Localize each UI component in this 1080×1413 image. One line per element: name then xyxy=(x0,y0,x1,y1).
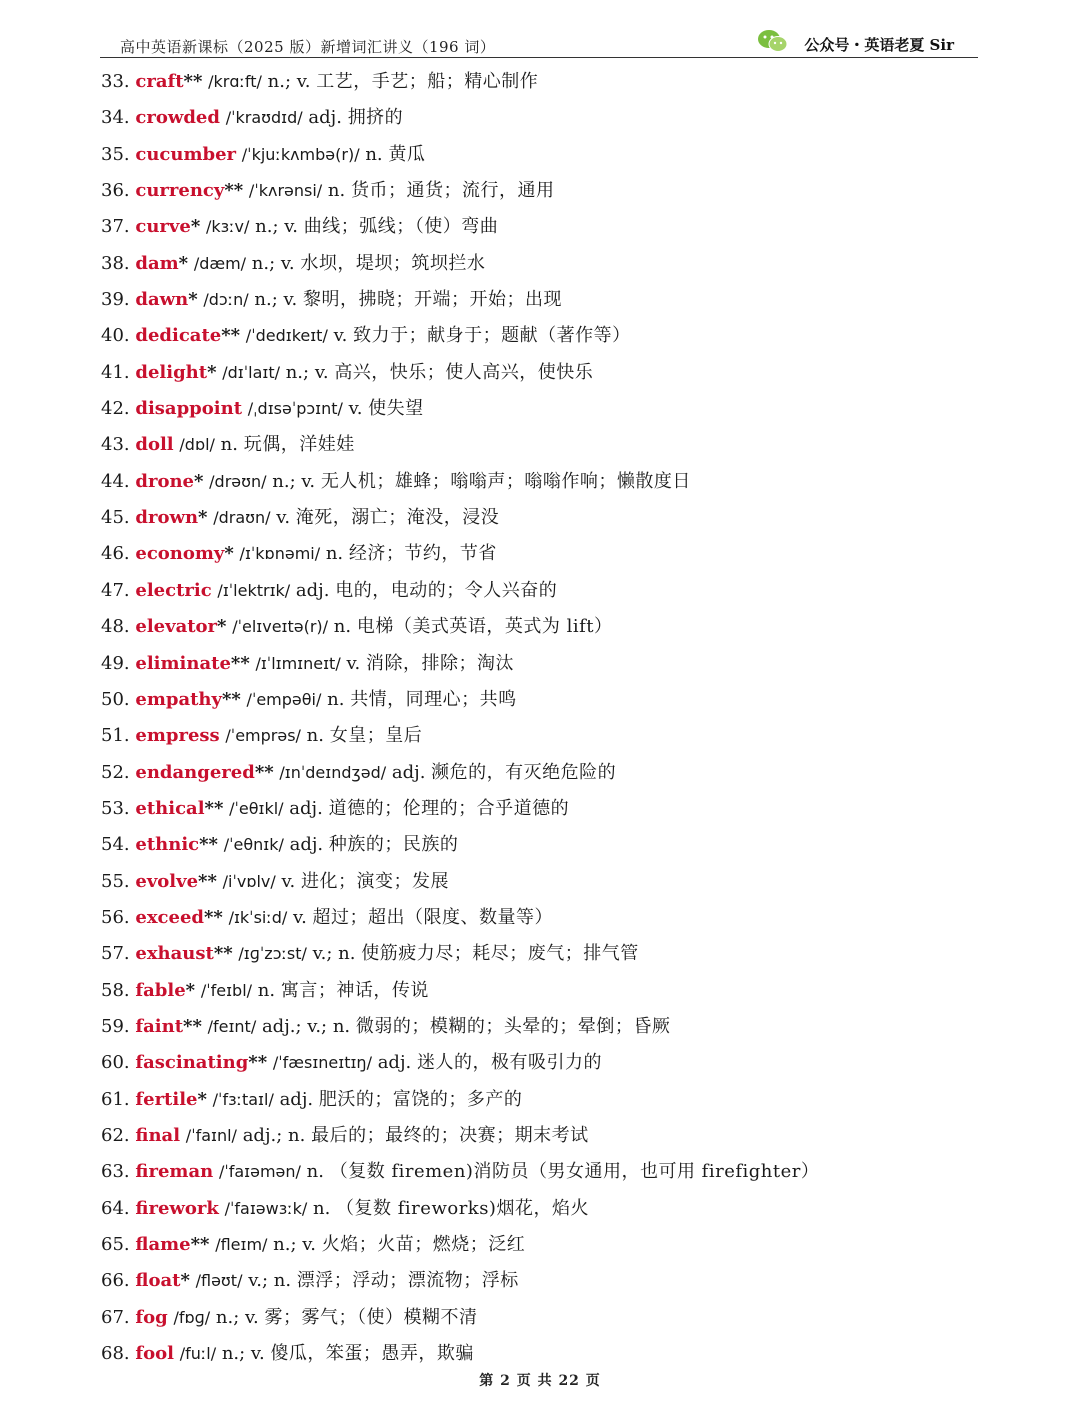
frequency-stars: * xyxy=(188,289,198,311)
entry-number: 68. xyxy=(101,1343,130,1365)
headword: fascinating xyxy=(135,1052,249,1074)
definition: 黄瓜 xyxy=(388,143,426,165)
entry-number: 59. xyxy=(101,1015,130,1037)
part-of-speech: n. xyxy=(306,1161,324,1183)
part-of-speech: n.; v. xyxy=(285,361,329,383)
definition: 火焰；火苗；燃烧；泛红 xyxy=(321,1234,526,1255)
phonetic: /ˌdɪsəˈpɔɪnt/ xyxy=(247,399,343,419)
wechat-icon xyxy=(756,28,790,54)
phonetic: /krɑːft/ xyxy=(208,72,262,91)
frequency-stars: ** xyxy=(204,906,223,928)
vocab-entry xyxy=(101,1336,981,1372)
phonetic: /dæm/ xyxy=(193,253,247,273)
phonetic: /fleɪm/ xyxy=(215,1235,268,1254)
part-of-speech: v. xyxy=(281,870,296,892)
headword: cucumber xyxy=(135,143,237,165)
entry-number: 48. xyxy=(101,616,130,638)
phonetic: /draʊn/ xyxy=(213,508,271,528)
phonetic: /ˈkjuːkʌmbə(r)/ xyxy=(241,144,360,164)
vocab-entry xyxy=(101,609,981,645)
definition: （复数 fireworks)烟花，焰火 xyxy=(336,1197,589,1219)
headword: drone xyxy=(135,470,194,492)
vocab-entry xyxy=(101,536,981,572)
headword: exceed xyxy=(135,906,205,928)
definition: 致力于；献身于；题献（著作等） xyxy=(353,325,631,347)
entry-number: 63. xyxy=(101,1161,130,1183)
part-of-speech: n.; v. xyxy=(215,1306,259,1328)
frequency-stars: ** xyxy=(198,870,217,892)
entry-number: 60. xyxy=(101,1052,130,1074)
definition: 无人机；雄蜂；嗡嗡声；嗡嗡作响；懒散度日 xyxy=(320,470,691,492)
phonetic: /dɪˈlaɪt/ xyxy=(222,362,280,382)
frequency-stars: ** xyxy=(213,943,233,965)
vocab-entry xyxy=(101,973,981,1009)
part-of-speech: n. xyxy=(325,543,344,565)
vocab-entry xyxy=(101,209,981,245)
entry-number: 51. xyxy=(101,725,130,747)
phonetic: /feɪnt/ xyxy=(207,1016,257,1036)
frequency-stars: ** xyxy=(204,797,224,819)
frequency-stars: ** xyxy=(190,1234,210,1255)
part-of-speech: v.; n. xyxy=(248,1270,292,1292)
frequency-stars: ** xyxy=(183,71,203,92)
headword: eliminate xyxy=(135,652,231,674)
entry-number: 33. xyxy=(101,71,130,92)
frequency-stars: ** xyxy=(230,652,250,674)
vocab-entry xyxy=(101,1191,981,1227)
headword: final xyxy=(135,1124,181,1146)
entry-number: 37. xyxy=(101,216,130,238)
definition: 货币；通货；流行，通用 xyxy=(350,180,555,202)
frequency-stars: * xyxy=(194,470,204,492)
headword: empathy xyxy=(135,688,222,710)
phonetic: /dɒl/ xyxy=(179,435,215,455)
definition: 肥沃的；富饶的；多产的 xyxy=(318,1088,523,1110)
definition: 超过；超出（限度、数量等） xyxy=(312,906,554,928)
phonetic: /ɪˈlɪmɪneɪt/ xyxy=(255,653,341,673)
document-title: 高中英语新课标（2025 版）新增词汇讲义（196 词） xyxy=(120,38,496,56)
entry-number: 65. xyxy=(101,1234,130,1255)
definition: 经济；节约，节省 xyxy=(348,543,497,565)
vocab-entry xyxy=(101,282,981,318)
definition: 使筋疲力尽；耗尽；废气；排气管 xyxy=(361,943,639,965)
part-of-speech: v.; n. xyxy=(312,943,356,965)
entry-number: 42. xyxy=(101,398,130,420)
part-of-speech: adj. xyxy=(279,1088,314,1110)
phonetic: /drəʊn/ xyxy=(209,471,267,491)
vocab-entry xyxy=(101,355,981,391)
vocab-entry xyxy=(101,936,981,972)
phonetic: /ɪkˈsiːd/ xyxy=(228,907,288,927)
definition: 电梯（美式英语，英式为 lift） xyxy=(356,616,613,638)
entry-number: 62. xyxy=(101,1124,130,1146)
headword: fool xyxy=(135,1343,174,1365)
definition: 使失望 xyxy=(368,398,424,420)
entry-number: 46. xyxy=(101,543,130,565)
entry-number: 57. xyxy=(101,943,130,965)
vocab-entry xyxy=(101,682,981,718)
vocab-entry xyxy=(101,1045,981,1081)
vocab-entry xyxy=(101,318,981,354)
definition: 拥挤的 xyxy=(347,107,404,129)
frequency-stars: ** xyxy=(254,761,274,783)
phonetic: /ˈfeɪbl/ xyxy=(200,980,253,1000)
part-of-speech: n.; v. xyxy=(255,216,298,238)
part-of-speech: n. xyxy=(333,616,352,638)
entry-number: 54. xyxy=(101,834,130,856)
phonetic: /ˈfaɪəwɜːk/ xyxy=(224,1198,308,1218)
headword: fertile xyxy=(135,1088,198,1110)
part-of-speech: adj. xyxy=(289,797,323,819)
part-of-speech: v. xyxy=(346,652,361,674)
phonetic: /dɔːn/ xyxy=(203,290,249,310)
definition: 消除，排除；淘汰 xyxy=(365,652,514,674)
vocab-entry xyxy=(101,100,981,136)
frequency-stars: * xyxy=(224,543,234,565)
headword: craft xyxy=(135,71,184,92)
entry-number: 52. xyxy=(101,761,130,783)
definition: 傻瓜，笨蛋；愚弄，欺骗 xyxy=(270,1343,474,1365)
header-divider xyxy=(100,57,978,58)
entry-number: 40. xyxy=(101,325,130,347)
headword: electric xyxy=(135,579,212,601)
vocab-entry xyxy=(101,500,981,536)
headword: fireman xyxy=(135,1161,214,1183)
phonetic: /ˈfɜːtaɪl/ xyxy=(212,1089,274,1109)
frequency-stars: * xyxy=(198,507,208,529)
headword: ethical xyxy=(135,797,205,819)
part-of-speech: n. xyxy=(257,979,276,1001)
vocab-entry xyxy=(101,1300,981,1336)
vocab-entry xyxy=(101,718,981,754)
phonetic: /ˈelɪveɪtə(r)/ xyxy=(232,617,329,637)
phonetic: /kɜːv/ xyxy=(205,217,250,237)
frequency-stars: * xyxy=(217,616,227,638)
headword: float xyxy=(135,1270,181,1292)
headword: fable xyxy=(135,979,186,1001)
frequency-stars: ** xyxy=(221,325,241,347)
vocab-entry xyxy=(101,246,981,282)
entry-number: 41. xyxy=(101,361,130,383)
entry-number: 64. xyxy=(101,1197,130,1219)
vocab-entry xyxy=(101,1154,981,1190)
vocab-entry xyxy=(101,755,981,791)
vocab-entry xyxy=(101,64,981,100)
part-of-speech: adj. xyxy=(295,579,330,601)
definition: 雾；雾气；（使）模糊不清 xyxy=(264,1306,478,1328)
part-of-speech: v. xyxy=(348,398,363,420)
definition: 寓言；神话，传说 xyxy=(280,979,429,1001)
entry-number: 45. xyxy=(101,507,130,529)
definition: 种族的；民族的 xyxy=(328,834,459,856)
entry-number: 61. xyxy=(101,1088,130,1110)
definition: 玩偶，洋娃娃 xyxy=(243,434,355,456)
phonetic: /ˈdedɪkeɪt/ xyxy=(245,326,328,346)
definition: 道德的；伦理的；合乎道德的 xyxy=(328,797,570,819)
headword: dawn xyxy=(135,289,189,311)
frequency-stars: ** xyxy=(183,1015,202,1037)
phonetic: /ˈeθɪkl/ xyxy=(229,798,284,818)
headword: exhaust xyxy=(135,943,214,965)
phonetic: /ˈeθnɪk/ xyxy=(223,835,284,855)
vocab-entry xyxy=(101,573,981,609)
definition: 微弱的；模糊的；头晕的；晕倒；昏厥 xyxy=(355,1015,671,1037)
frequency-stars: ** xyxy=(224,180,244,202)
phonetic: /ˈfæsɪneɪtɪŋ/ xyxy=(272,1053,372,1073)
headword: flame xyxy=(135,1234,191,1255)
part-of-speech: v. xyxy=(333,325,348,347)
definition: 水坝，堤坝；筑坝拦水 xyxy=(300,252,486,274)
entry-number: 56. xyxy=(101,906,130,928)
part-of-speech: n. xyxy=(365,143,383,165)
headword: doll xyxy=(135,434,174,456)
headword: empress xyxy=(135,725,220,747)
headword: drown xyxy=(135,507,199,529)
vocab-entry xyxy=(101,427,981,463)
frequency-stars: * xyxy=(178,252,189,274)
part-of-speech: adj.; n. xyxy=(242,1124,306,1146)
vocab-entry xyxy=(101,791,981,827)
entry-number: 47. xyxy=(101,579,130,601)
vocab-entry xyxy=(101,900,981,936)
phonetic: /ɪnˈdeɪndʒəd/ xyxy=(279,762,387,782)
definition: 曲线；弧线；（使）弯曲 xyxy=(303,216,499,238)
vocabulary-list xyxy=(101,64,981,1372)
frequency-stars: * xyxy=(207,361,217,383)
entry-number: 53. xyxy=(101,797,130,819)
entry-number: 38. xyxy=(101,252,130,274)
entry-number: 43. xyxy=(101,434,130,456)
definition: 黎明，拂晓；开端；开始；出现 xyxy=(302,289,562,311)
vocab-entry xyxy=(101,173,981,209)
phonetic: /fləʊt/ xyxy=(195,1271,243,1291)
headword: firework xyxy=(135,1197,219,1219)
part-of-speech: n. xyxy=(327,688,345,710)
headword: currency xyxy=(135,180,225,202)
definition: 电的，电动的；令人兴奋的 xyxy=(335,579,558,601)
entry-number: 44. xyxy=(101,470,130,492)
entry-number: 49. xyxy=(101,652,130,674)
brand-label: 公众号・英语老夏 Sir xyxy=(804,36,954,54)
part-of-speech: n. xyxy=(327,180,346,202)
phonetic: /ˈkraʊdɪd/ xyxy=(225,108,303,128)
headword: dam xyxy=(135,252,179,274)
headword: curve xyxy=(135,216,191,238)
definition: 女皇；皇后 xyxy=(329,725,423,747)
part-of-speech: n. xyxy=(312,1197,331,1219)
definition: 迷人的，极有吸引力的 xyxy=(416,1052,602,1074)
vocab-entry xyxy=(101,1082,981,1118)
phonetic: /ˈempəθi/ xyxy=(246,689,322,709)
part-of-speech: n.; v. xyxy=(267,71,311,92)
entry-number: 34. xyxy=(101,107,130,129)
definition: 淹死，溺亡；淹没，浸没 xyxy=(295,507,500,529)
vocab-entry xyxy=(101,1263,981,1299)
headword: fog xyxy=(135,1306,168,1328)
vocab-entry xyxy=(101,827,981,863)
headword: dedicate xyxy=(135,325,222,347)
headword: elevator xyxy=(135,616,218,638)
headword: faint xyxy=(135,1015,184,1037)
definition: 高兴，快乐；使人高兴，使快乐 xyxy=(334,361,594,383)
part-of-speech: v. xyxy=(293,906,307,928)
entry-number: 58. xyxy=(101,979,130,1001)
part-of-speech: adj. xyxy=(391,761,426,783)
frequency-stars: ** xyxy=(199,834,218,856)
part-of-speech: n.; v. xyxy=(251,252,295,274)
frequency-stars: ** xyxy=(248,1052,268,1074)
headword: economy xyxy=(135,543,225,565)
definition: 最后的；最终的；决赛；期末考试 xyxy=(311,1124,589,1146)
frequency-stars: * xyxy=(185,979,196,1001)
vocab-entry xyxy=(101,464,981,500)
entry-number: 66. xyxy=(101,1270,130,1292)
vocab-entry xyxy=(101,1009,981,1045)
frequency-stars: * xyxy=(190,216,201,238)
entry-number: 55. xyxy=(101,870,130,892)
part-of-speech: v. xyxy=(276,507,291,529)
part-of-speech: n.; v. xyxy=(273,1234,317,1255)
phonetic: /ˈkʌrənsi/ xyxy=(248,181,323,201)
entry-number: 39. xyxy=(101,289,130,311)
part-of-speech: n. xyxy=(306,725,324,747)
page-header xyxy=(100,30,978,58)
part-of-speech: n.; v. xyxy=(221,1343,265,1365)
headword: evolve xyxy=(135,870,199,892)
frequency-stars: * xyxy=(180,1270,190,1292)
phonetic: /ˈfaɪnl/ xyxy=(185,1125,237,1145)
headword: ethnic xyxy=(135,834,200,856)
headword: crowded xyxy=(135,107,220,129)
phonetic: /ɪˈlektrɪk/ xyxy=(217,580,291,600)
phonetic: /iˈvɒlv/ xyxy=(222,871,276,891)
entry-number: 36. xyxy=(101,180,130,202)
definition: 漂浮；浮动；漂流物；浮标 xyxy=(296,1270,519,1292)
vocab-entry xyxy=(101,646,981,682)
vocab-entry xyxy=(101,864,981,900)
headword: disappoint xyxy=(135,398,243,420)
definition: （复数 firemen)消防员（男女通用，也可用 firefighter） xyxy=(329,1161,820,1183)
part-of-speech: n. xyxy=(220,434,238,456)
definition: 进化；演变；发展 xyxy=(301,870,450,892)
frequency-stars: * xyxy=(197,1088,207,1110)
phonetic: /fɒɡ/ xyxy=(173,1307,211,1327)
phonetic: /ˈfaɪəmən/ xyxy=(218,1162,301,1182)
definition: 共情，同理心；共鸣 xyxy=(350,688,517,710)
frequency-stars: ** xyxy=(221,688,241,710)
part-of-speech: adj. xyxy=(377,1052,412,1074)
vocab-entry xyxy=(101,1118,981,1154)
part-of-speech: n.; v. xyxy=(254,289,298,311)
definition: 工艺，手艺；船；精心制作 xyxy=(316,71,539,92)
entry-number: 67. xyxy=(101,1306,130,1328)
definition: 濒危的，有灭绝危险的 xyxy=(431,761,617,783)
part-of-speech: adj.; v.; n. xyxy=(261,1015,351,1037)
phonetic: /ɪɡˈzɔːst/ xyxy=(238,944,307,964)
entry-number: 35. xyxy=(101,143,130,165)
page-footer: 第 2 页 共 22 页 xyxy=(479,1373,601,1389)
part-of-speech: n.; v. xyxy=(272,470,316,492)
headword: delight xyxy=(135,361,208,383)
part-of-speech: adj. xyxy=(289,834,324,856)
phonetic: /fuːl/ xyxy=(179,1344,217,1364)
vocab-entry xyxy=(101,391,981,427)
entry-number: 50. xyxy=(101,688,130,710)
phonetic: /ˈemprəs/ xyxy=(225,726,301,746)
vocab-entry xyxy=(101,137,981,173)
phonetic: /ɪˈkɒnəmi/ xyxy=(239,544,321,564)
headword: endangered xyxy=(135,761,255,783)
part-of-speech: adj. xyxy=(308,107,342,129)
vocab-entry xyxy=(101,1227,981,1263)
